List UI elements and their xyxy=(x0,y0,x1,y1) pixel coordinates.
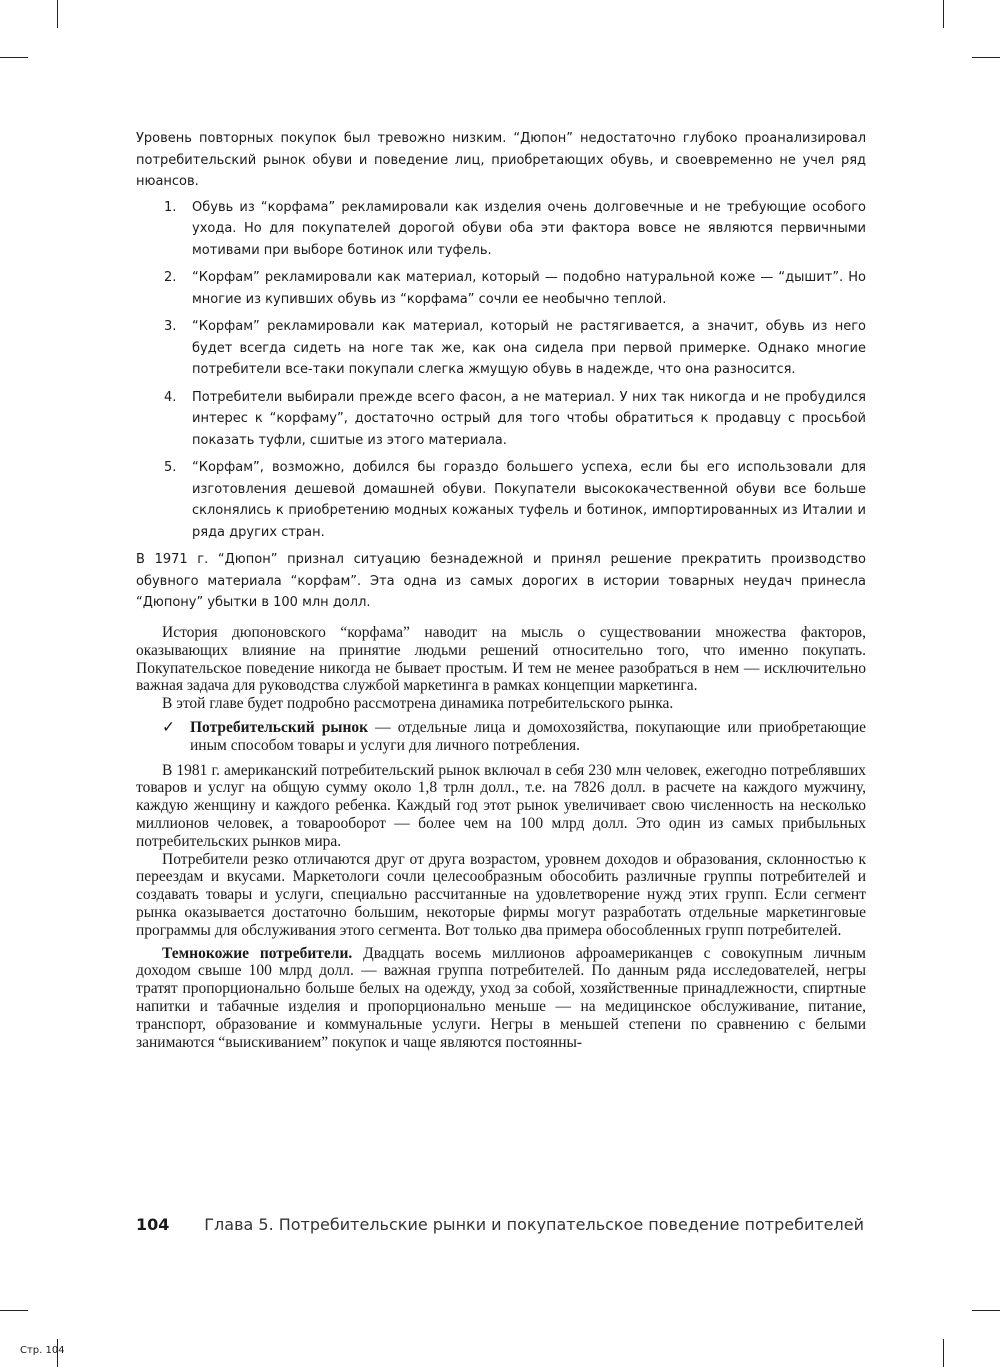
body-paragraph-5 xyxy=(136,945,866,1052)
paragraph-lead: Темнокожие потребители. xyxy=(162,944,353,962)
definition-text: — отдельные лица и домохозяйства, покупающие или приобретающие иным способом товары и услуги для личного потребления. xyxy=(190,718,866,754)
case-item-number: 2. xyxy=(164,270,177,285)
main-text xyxy=(136,624,866,1051)
case-list-item xyxy=(136,197,866,262)
case-conclusion: В 1971 г. “Дюпон” признал ситуацию безнадежной и принял решение прекратить производство обувного материала “корфам”. Эта одна из самых дорогих в истории товарных неудач принесла “Дюпону” убытки в 100 млн долл. xyxy=(136,552,866,610)
footer-chapter-title: Глава 5. Потребительские рынки и покупательское поведение потребителей xyxy=(204,1215,864,1234)
case-list-item xyxy=(136,267,866,310)
body-paragraph-1: История дюпоновского “корфама” наводит на мысль о существовании множества факторов, оказывающих влияние на принятие людьми решений относительно того, что именно покупать. Покупательское поведение никогда не бывает простым. И тем не менее разобраться в нем — исключительно важная задача для руководства службой маркетинга в рамках концепции маркетинга. xyxy=(136,624,866,695)
case-item-text: “Корфам” рекламировали как материал, который — подобно натуральной коже — “дышит”. Но многие из купивших обувь из “корфама” сочли ее необычно теплой. xyxy=(192,270,866,307)
case-study-block xyxy=(136,128,866,614)
crop-mark-bottom-right-h xyxy=(972,1310,1000,1311)
definition-term: Потребительский рынок xyxy=(190,718,369,736)
case-item-number: 4. xyxy=(164,389,177,405)
case-item-number: 5. xyxy=(164,460,177,475)
paragraph-5-text: Двадцать восемь миллионов афроамериканцев с совокупным личным доходом свыше 100 млрд долл. — важная группа потребителей. По данным ряда исследователей, негры тратят пропорционально больше белых на одежду, уход за собой, хозяйственные принадлежности, спиртные напитки и табачные изделия и пропорционально меньше — на медицинское обслуживание, питание, транспорт, образование и коммунальные услуги. Негры в меньшей степени по сравнению с белыми занимаются “выискиванием” покупок и чаще являются постоянны- xyxy=(136,944,866,1051)
footer-page-number: 104 xyxy=(136,1215,170,1234)
case-item-number: 3. xyxy=(164,319,177,334)
crop-mark-top-right-h xyxy=(972,57,1000,58)
checkmark-icon: ✓ xyxy=(162,718,175,736)
body-paragraph-2: В этой главе будет подробно рассмотрена динамика потребительского рынка. xyxy=(162,695,674,713)
crop-mark-bottom-right xyxy=(943,1339,944,1367)
case-list-item xyxy=(136,457,866,543)
crop-mark-top-right xyxy=(943,0,944,28)
definition-block xyxy=(136,719,866,755)
case-list xyxy=(136,197,866,544)
case-item-text: “Корфам”, возможно, добился бы гораздо большего успеха, если бы его использовали для изготовления дешевой домашней обуви. Покупатели высококачественной обуви все больше склонялись к приобретению модных кожаных туфель и ботинок, импортированных из Италии и ряда других стран. xyxy=(192,460,866,540)
case-item-text: Обувь из “корфама” рекламировали как изделия очень долговечные и не требующие особого ухода. Но для покупателей дорогой обуви оба эти фактора вовсе не являются первичными мотивами при выборе ботинок или туфель. xyxy=(192,199,866,258)
body-paragraph-4: Потребители резко отличаются друг от друга возрастом, уровнем доходов и образования, склонностью к переездам и вкусами. Маркетологи сочли целесообразным обособить различные группы потребителей и создавать товары и услуги, специально рассчитанные на удовлетворение нужд этих групп. Если сегмент рынка оказывается достаточно большим, некоторые фирмы могут разработать отдельные маркетинговые программы для обслуживания этого сегмента. Вот только два примера обособленных групп потребителей. xyxy=(136,850,866,939)
page-label: Стр. 104 xyxy=(20,1345,65,1356)
case-item-text: “Корфам” рекламировали как материал, который не растягивается, а значит, обувь из него будет всегда сидеть на ноге так же, как она сидела при первой примерке. Однако многие потребители все-таки покупали слегка жмущую обувь в надежде, что она разносится. xyxy=(192,319,866,377)
case-item-number: 1. xyxy=(164,199,177,215)
crop-mark-top-left-h xyxy=(0,57,28,58)
case-intro: Уровень повторных покупок был тревожно низким. “Дюпон” недостаточно глубоко проанализировал потребительский рынок обуви и поведение лиц, приобретающих обувь, и своевременно не учел ряд нюансов. xyxy=(136,131,866,189)
crop-mark-top-left xyxy=(57,0,58,28)
case-list-item xyxy=(136,316,866,381)
case-item-text: Потребители выбирали прежде всего фасон, а не материал. У них так никогда и не пробудился интерес к “корфаму”, достаточно острый для того чтобы обратиться к продавцу с просьбой показать туфли, сшитые из этого материала. xyxy=(192,389,866,448)
crop-mark-bottom-left-h xyxy=(0,1310,28,1311)
body-paragraph-3: В 1981 г. американский потребительский рынок включал в себя 230 млн человек, ежегодно потреблявших товаров и услуг на общую сумму около 1,8 трлн долл., т.е. на 7826 долл. в расчете на каждого мужчину, каждую женщину и каждого ребенка. Каждый год этот рынок увеличивает свою численность на несколько миллионов человек, а товарооборот — более чем на 100 млрд долл. Это один из самых прибыльных потребительских рынков мира. xyxy=(136,761,866,850)
case-list-item xyxy=(136,387,866,452)
